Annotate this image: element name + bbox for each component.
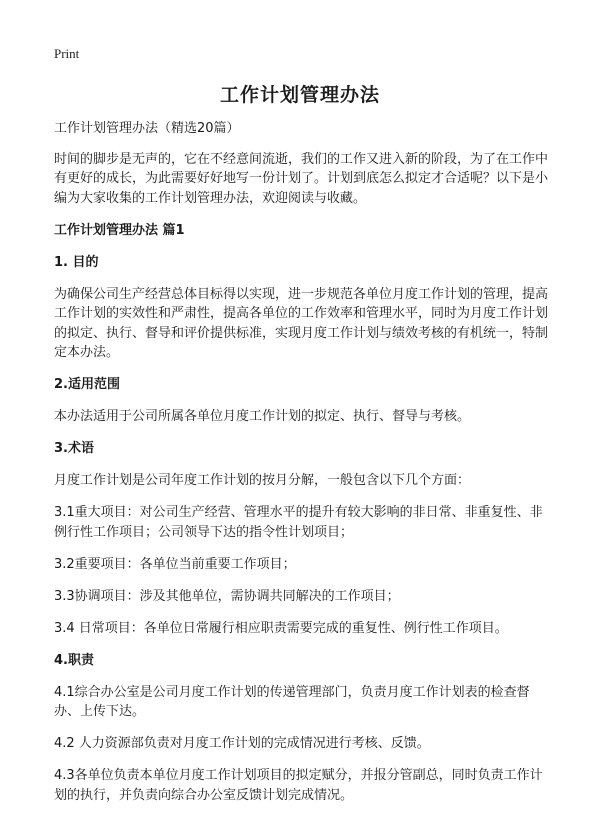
print-link[interactable]: Print [54, 46, 80, 61]
duties-item-units: 4.3各单位负责本单位月度工作计划项目的拟定赋分，并报分管副总，同时负责工作计划的执行，并负责向综合办公室反馈计划完成情况。 [54, 768, 543, 803]
intro-paragraph: 时间的脚步是无声的，它在不经意间流逝，我们的工作又进入新的阶段，为了在工作中有更好的成长，为此需要好好地写一份计划了。计划到底怎么拟定才合适呢？以下是小编为大家收集的工作计划管理办法，欢迎阅读与收藏。 [54, 151, 549, 206]
purpose-paragraph: 为确保公司生产经营总体目标得以实现，进一步规范各单位月度工作计划的管理，提高工作计划的实效性和严肃性，提高各单位的工作效率和管理水平，同时为月度工作计划的拟定、执行、督导和评价提供标准，实现月度工作计划与绩效考核的有机统一，特制定本办法。 [54, 286, 549, 360]
document-subtitle: 工作计划管理办法（精选20篇） [54, 121, 240, 136]
section-heading-purpose: 1. 目的 [54, 254, 99, 270]
document-body [54, 119, 550, 818]
terms-item-major: 3.1重大项目：对公司生产经营、管理水平的提升有较大影响的非日常、非重复性、非例行性工作项目；公司领导下达的指令性计划项目； [54, 505, 543, 540]
terms-item-daily: 3.4 日常项目：各单位日常履行相应职责需要完成的重复性、例行性工作项目。 [54, 620, 508, 636]
duties-item-hr: 4.2 人力资源部负责对月度工作计划的完成情况进行考核、反馈。 [54, 736, 430, 751]
section-heading-scope: 2.适用范围 [54, 377, 120, 392]
section-heading-duties: 4.职责 [54, 652, 94, 668]
section-heading-terms: 3.术语 [54, 441, 94, 456]
scope-paragraph: 本办法适用于公司所属各单位月度工作计划的拟定、执行、督导与考核。 [54, 409, 471, 424]
terms-item-coordination: 3.3协调项目：涉及其他单位，需协调共同解决的工作项目； [54, 588, 400, 604]
duties-item-office: 4.1综合办公室是公司月度工作计划的传递管理部门，负责月度工作计划表的检查督办、上传下达。 [54, 684, 530, 719]
terms-item-important: 3.2重要项目：各单位当前重要工作项目； [54, 556, 296, 572]
page-title: 工作计划管理办法 [219, 84, 380, 106]
article-heading: 工作计划管理办法 篇1 [54, 222, 185, 238]
terms-paragraph: 月度工作计划是公司年度工作计划的按月分解，一般包含以下几个方面： [54, 473, 471, 488]
